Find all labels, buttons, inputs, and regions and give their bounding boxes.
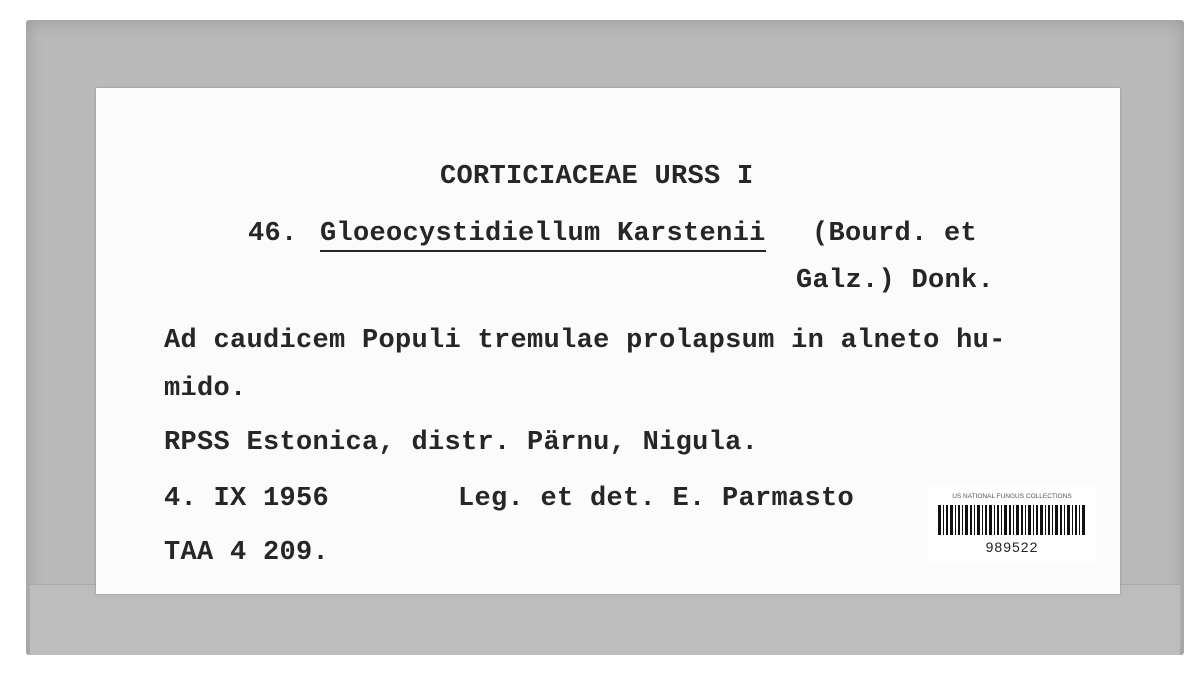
collection-date: 4. IX 1956 [164,484,330,514]
barcode-number: 989522 [985,539,1039,555]
accession-number: TAA 4 209. [164,538,330,568]
packet-flap [30,584,1180,655]
collector: Leg. et det. E. Parmasto [458,484,855,514]
barcode-label [928,487,1096,561]
locality: RPSS Estonica, distr. Pärnu, Nigula. [164,428,759,458]
barcode-icon [938,505,1086,535]
authority-line-1: (Bourd. et [812,219,978,249]
exsiccata-number: 46. [248,219,298,249]
habitat-line-2: mido. [164,374,247,404]
habitat-line-1: Ad caudicem Populi tremulae prolapsum in alneto hu- [164,326,1006,356]
authority-line-2: Galz.) Donk. [796,266,995,296]
barcode-header: US NATIONAL FUNGUS COLLECTIONS [952,493,1072,500]
species-name: Gloeocystidiellum Karstenii [320,219,766,252]
series-title: CORTICIACEAE URSS I [440,162,754,192]
